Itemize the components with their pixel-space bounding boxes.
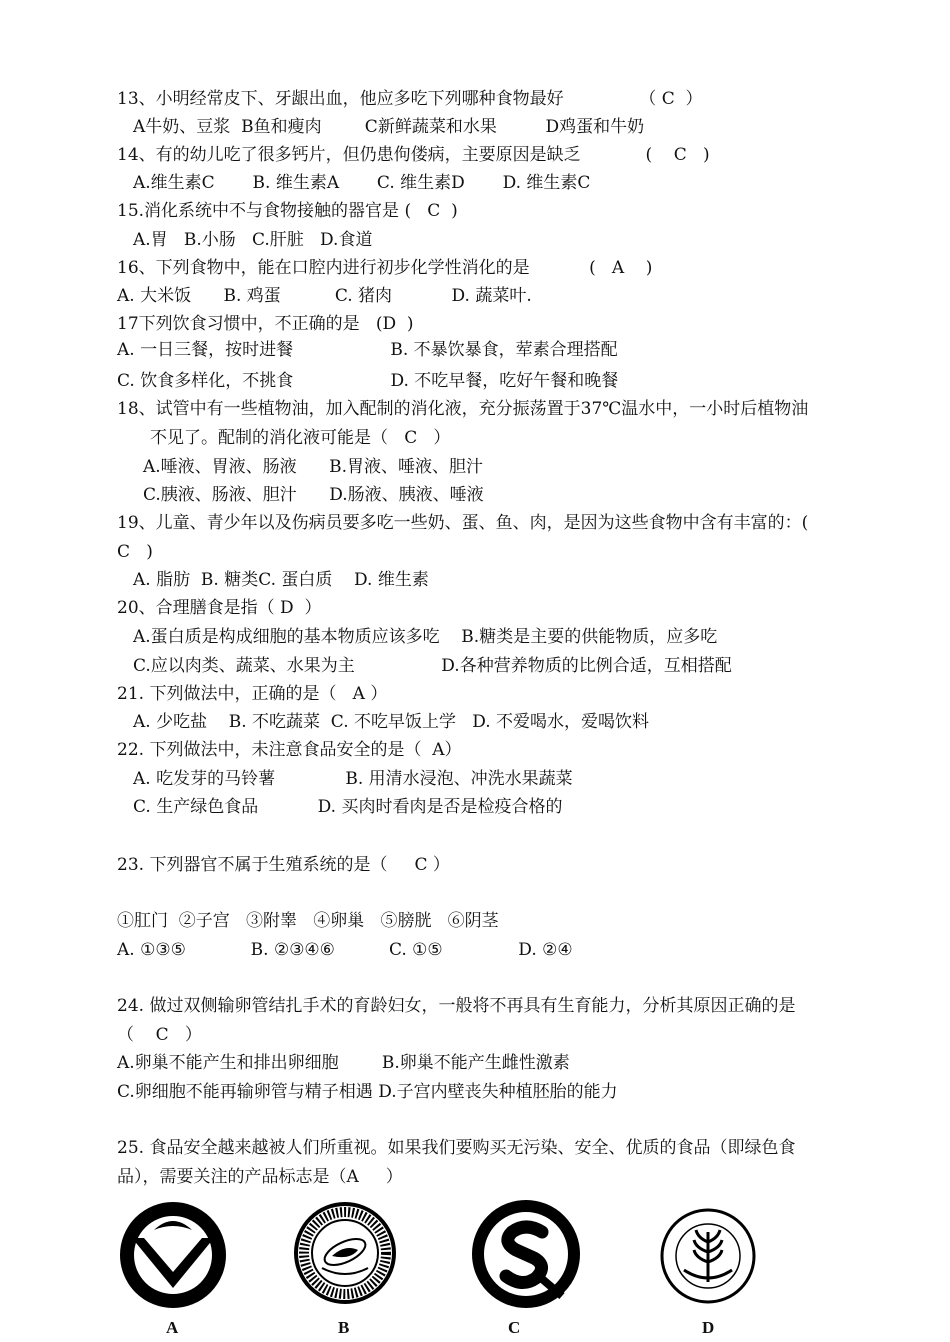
- q24-options-ab: A.卵巢不能产生和排出卵细胞 B.卵巢不能产生雌性激素: [117, 1053, 570, 1073]
- q14-options: A.维生素C B. 维生素A C. 维生素D D. 维生素C: [133, 173, 591, 193]
- q22-stem: 22. 下列做法中，未注意食品安全的是（ A）: [117, 740, 462, 760]
- green-food-logo-icon: [118, 1200, 228, 1310]
- q19-stem: 19、儿童、青少年以及伤病员要多吃一些奶、蛋、鱼、肉，是因为这些食物中含有丰富的：(: [117, 513, 809, 533]
- q18-options-ab: A.唾液、胃液、肠液 B.胃液、唾液、胆汁: [143, 457, 483, 477]
- logo-label-c: C: [508, 1318, 521, 1337]
- q24-options-cd: C.卵细胞不能再输卵管与精子相遇 D.子宫内壁丧失种植胚胎的能力: [117, 1082, 618, 1102]
- china-environmental-label-logo-icon: [292, 1200, 398, 1306]
- logo-label-a: A: [166, 1318, 179, 1337]
- q23-items: ①肛门 ②子宫 ③附睾 ④卵巢 ⑤膀胱 ⑥阴茎: [117, 911, 499, 931]
- q20-options-ab: A.蛋白质是构成细胞的基本物质应该多吃 B.糖类是主要的供能物质，应多吃: [133, 627, 718, 647]
- q13-stem: 13、小明经常皮下、牙龈出血，他应多吃下列哪种食物最好 （ C ）: [117, 89, 703, 109]
- quality-s-logo-icon: [470, 1198, 582, 1310]
- q22-options-cd: C. 生产绿色食品 D. 买肉时看肉是否是检疫合格的: [133, 797, 563, 817]
- q17-options-ab: A. 一日三餐，按时进餐 B. 不暴饮暴食，荤素合理搭配: [117, 340, 618, 360]
- logo-label-d: D: [702, 1318, 715, 1337]
- pollution-free-product-logo-icon: [658, 1206, 758, 1306]
- q22-options-ab: A. 吃发芽的马铃薯 B. 用清水浸泡、冲洗水果蔬菜: [133, 769, 573, 789]
- q19-options: A. 脂肪 B. 糖类C. 蛋白质 D. 维生素: [133, 570, 429, 590]
- q17-options-cd: C. 饮食多样化，不挑食 D. 不吃早餐，吃好午餐和晚餐: [117, 371, 619, 391]
- q18-stem-cont: 不见了。配制的消化液可能是（ C ）: [150, 428, 451, 448]
- q24-stem: 24. 做过双侧输卵管结扎手术的育龄妇女，一般将不再具有生育能力，分析其原因正确的是: [117, 996, 796, 1016]
- q25-stem: 25. 食品安全越来越被人们所重视。如果我们要购买无污染、安全、优质的食品（即绿色食: [117, 1138, 796, 1158]
- q21-stem: 21. 下列做法中，正确的是（ A ）: [117, 684, 388, 704]
- q23-options: A. ①③⑤ B. ②③④⑥ C. ①⑤ D. ②④: [117, 940, 573, 960]
- q25-stem-cont: 品），需要关注的产品标志是（A ）: [117, 1167, 403, 1187]
- q13-options: A牛奶、豆浆 B鱼和瘦肉 C新鲜蔬菜和水果 D鸡蛋和牛奶: [133, 117, 645, 137]
- q20-stem: 20、合理膳食是指（ D ）: [117, 598, 322, 618]
- q17-stem: 17下列饮食习惯中，不正确的是 (D ): [117, 314, 414, 334]
- q15-options: A.胃 B.小肠 C.肝脏 D.食道: [133, 230, 373, 250]
- q20-options-cd: C.应以肉类、蔬菜、水果为主 D.各种营养物质的比例合适，互相搭配: [133, 656, 732, 676]
- logo-label-b: B: [338, 1318, 350, 1337]
- q16-stem: 16、下列食物中，能在口腔内进行初步化学性消化的是 ( A ): [117, 258, 653, 278]
- q18-stem: 18、试管中有一些植物油，加入配制的消化液，充分振荡置于37℃温水中，一小时后植物油: [117, 399, 809, 419]
- q21-options: A. 少吃盐 B. 不吃蔬菜 C. 不吃早饭上学 D. 不爱喝水，爱喝饮料: [133, 712, 650, 732]
- q14-stem: 14、有的幼儿吃了很多钙片，但仍患佝偻病，主要原因是缺乏 ( C ): [117, 145, 710, 165]
- q19-answer: C ): [117, 542, 153, 562]
- q16-options: A. 大米饭 B. 鸡蛋 C. 猪肉 D. 蔬菜叶.: [117, 286, 532, 306]
- q24-answer: （ C ）: [117, 1025, 202, 1045]
- q15-stem: 15.消化系统中不与食物接触的器官是 ( C ): [117, 201, 458, 221]
- q18-options-cd: C.胰液、肠液、胆汁 D.肠液、胰液、唾液: [143, 485, 484, 505]
- q23-stem: 23. 下列器官不属于生殖系统的是（ C ）: [117, 855, 450, 875]
